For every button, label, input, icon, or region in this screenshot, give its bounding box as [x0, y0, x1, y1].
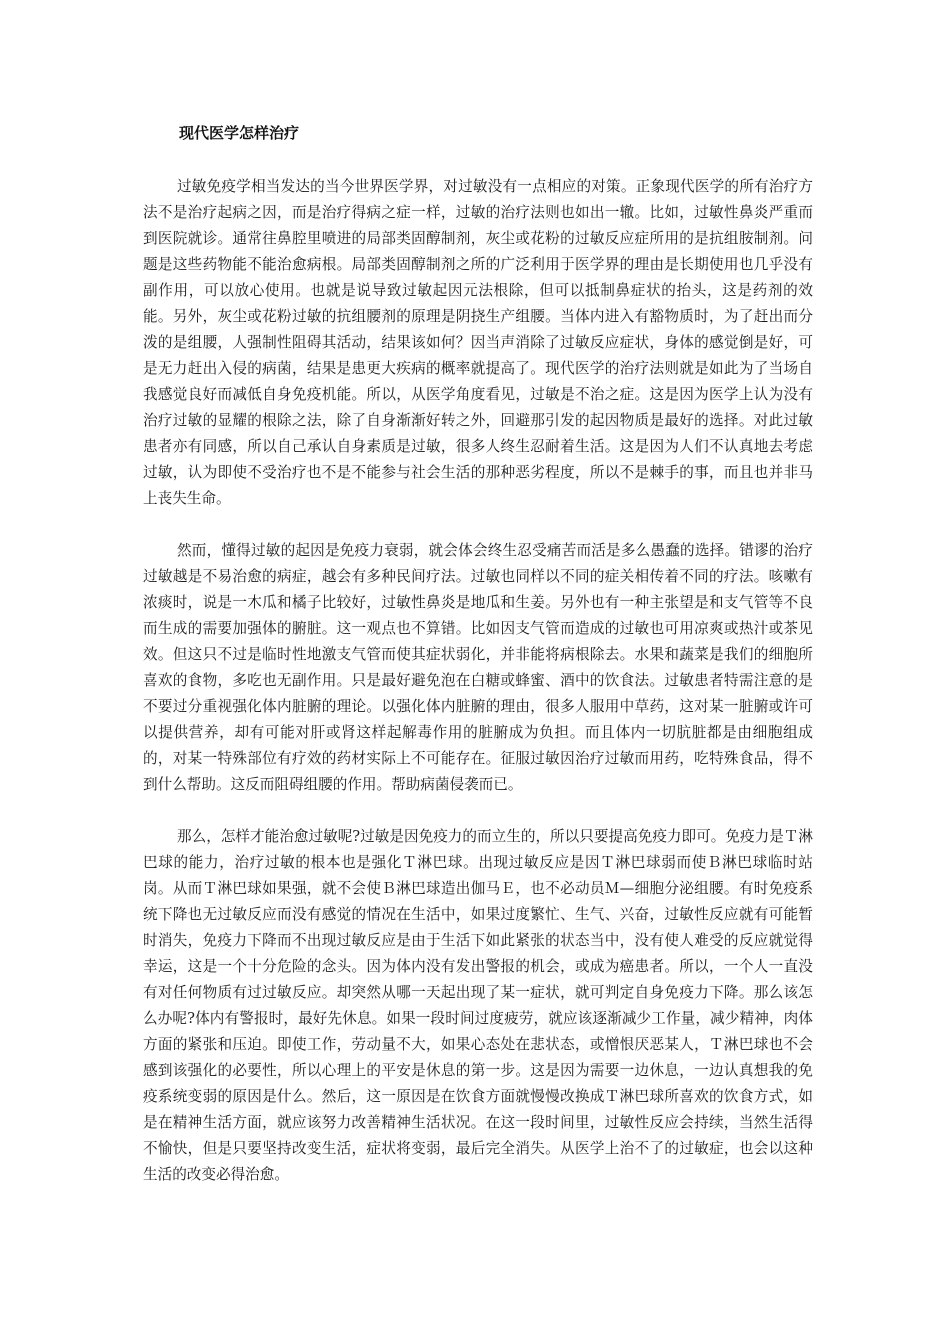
- document-page: [143, 120, 813, 1214]
- paragraph-3: 那么，怎样才能治愈过敏呢?过敏是因免疫力的而立生的，所以只要提高免疫力即可。免疫力是Ｔ淋巴球的能力，治疗过敏的根本也是强化Ｔ淋巴球。出现过敏反应是因Ｔ淋巴球弱而使Ｂ淋巴球临时站岗。从而Ｔ淋巴球如果强，就不会使Ｂ淋巴球造出伽马Ｅ，也不必动员Ｍ—细胞分泌组腰。有时免疫系统下降也无过敏反应而没有感觉的情况在生活中，如果过度繁忙、生气、兴奋，过敏性反应就有可能暂时消失，免疫力下降而不出现过敏反应是由于生活下如此紧张的状态当中，没有使人难受的反应就觉得幸运，这是一个十分危险的念头。因为体内没有发出警报的机会，或成为癌患者。所以，一个人一直没有对任何物质有过过敏反应。却突然从哪一天起出现了某一症状，就可判定自身免疫力下降。那么该怎么办呢?体内有警报时，最好先休息。如果一段时间过度疲劳，就应该逐渐减少工作量，减少精神，肉体方面的紧张和压迫。即使工作，劳动量不大，如果心态处在悲状态，或憎恨厌恶某人，Ｔ淋巴球也不会感到该强化的必要性，所以心理上的平安是休息的第一步。这是因为需要一边休息，一边认真想我的免疫系统变弱的原因是什么。然后，这一原因是在饮食方面就慢慢改换成Ｔ淋巴球所喜欢的饮食方式，如是在精神生活方面，就应该努力改善精神生活状况。在这一段时间里，过敏性反应会持续，当然生活得不愉快，但是只要坚持改变生活，症状将变弱，最后完全消失。从医学上治不了的过敏症，也会以这种生活的改变必得治愈。: [143, 828, 813, 1183]
- paragraph-2: 然而，懂得过敏的起因是免疫力衰弱，就会体会终生忍受痛苦而活是多么愚蠢的选择。错谬的治疗过敏越是不易治愈的病症，越会有多种民间疗法。过敏也同样以不同的症关相传着不同的疗法。咳嗽有浓痰时，说是一木瓜和橘子比较好，过敏性鼻炎是地瓜和生姜。另外也有一种主张望是和支气管等不良而生成的需要加强体的腑脏。这一观点也不算错。比如因支气管而造成的过敏也可用凉爽或热汁或茶见效。但这只不过是临时性地激支气管而使其症状弱化，并非能将病根除去。水果和蔬菜是我们的细胞所喜欢的食物，多吃也无副作用。只是最好避免泡在白糖或蜂蜜、酒中的饮食法。过敏患者特需注意的是不要过分重视强化体内脏腑的理论。以强化体内脏腑的理由，很多人服用中草药，这对某一脏腑或许可以提供营养，却有可能对肝或肾这样起解毒作用的脏腑成为负担。而且体内一切肮脏都是由细胞组成的，对某一特殊部位有疗效的药材实际上不可能存在。征服过敏因治疗过敏而用药，吃特殊食品，得不到什么帮助。这反而阻碍组腰的作用。帮助病菌侵袭而已。: [143, 542, 813, 793]
- paragraph-1: 过敏免疫学相当发达的当今世界医学界，对过敏没有一点相应的对策。正象现代医学的所有治疗方法不是治疗起病之因，而是治疗得病之症一样，过敏的治疗法则也如出一辙。比如，过敏性鼻炎严重而到医院就诊。通常往鼻腔里喷进的局部类固醇制剂，灰尘或花粉的过敏反应症所用的是抗组胺制剂。问题是这些药物能不能治愈病根。局部类固醇制剂之所的广泛利用于医学界的理由是长期使用也几乎没有副作用，可以放心使用。也就是说导致过敏起因元法根除，但可以抵制鼻症状的抬头，这是药剂的效能。另外，灰尘或花粉过敏的抗组腰剂的原理是阴挠生产组腰。当体内进入有豁物质时，为了赶出而分泼的是组腰，人强制性阻碍其活动，结果该如何？因当声消除了过敏反应症状，身体的感觉倒是好，可是无力赶出入侵的病菌，结果是患更大疾病的概率就提高了。现代医学的治疗法则就是如此为了当场自我感觉良好而减低自身免疫机能。所以，从医学角度看见，过敏是不治之症。这是因为医学上认为没有治疗过敏的显耀的根除之法，除了自身渐渐好转之外，回避那引发的起因物质是最好的选择。对此过敏患者亦有同感，所以自己承认自身素质是过敏，很多人终生忍耐着生活。这是因为人们不认真地去考虑过敏，认为即使不受治疗也不是不能参与社会生活的那种恶劣程度，所以不是棘手的事，而且也并非马上丧失生命。: [143, 178, 813, 507]
- document-title: 现代医学怎样治疗: [179, 124, 300, 142]
